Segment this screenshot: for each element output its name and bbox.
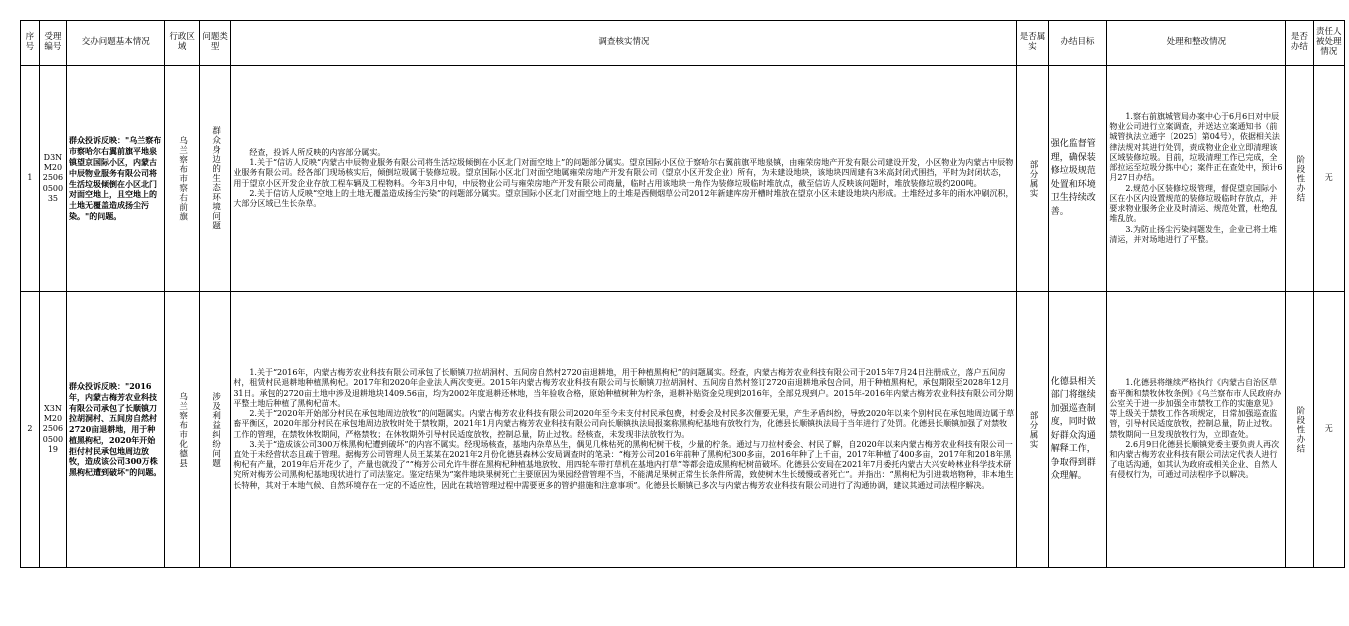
type-text: 涉及利益纠纷问题 bbox=[210, 391, 221, 468]
investigation-paragraph: 2.关于信访人反映“空地上的土地无覆盖造成扬尘污染”的问题部分属实。望京国际小区北门对面空地上的土堆是西侧烟草公司2012年新建库房开槽时堆放在望京小区未建设地块内形成。土堆经过多年的雨水冲刷沉积，大部分区域已生长杂草。 bbox=[233, 188, 1014, 208]
cell-target: 化德县相关部门将继续加强巡查制度，同时做好群众沟通解释工作，争取得到群众理解。 bbox=[1048, 292, 1107, 568]
cell-case-no: D3NM202506050035 bbox=[39, 66, 66, 292]
header-handling: 处理和整改情况 bbox=[1107, 21, 1286, 66]
cell-accountable: 无 bbox=[1313, 66, 1344, 292]
region-text: 乌兰察布市化德县 bbox=[177, 391, 188, 468]
is-true-text: 部分属实 bbox=[1027, 410, 1038, 449]
cell-problem: 群众投诉反映："2016年，内蒙古梅芳农业科技有限公司承包了长顺镇刀拉胡洞村、五间房自然村2720亩退耕地，用于种植黑枸杞，2020年开始拒付村民承包地周边放牧，造成该公司300万株黑枸杞遭到破坏"的问题。 bbox=[67, 292, 165, 568]
header-case-no: 受理编号 bbox=[39, 21, 66, 66]
closed-text: 阶段性办结 bbox=[1294, 154, 1305, 203]
cell-seq: 2 bbox=[21, 292, 40, 568]
header-seq: 序号 bbox=[21, 21, 40, 66]
cell-accountable: 无 bbox=[1313, 292, 1344, 568]
investigation-paragraph: 1.关于“信访人反映“内蒙古中辰物业服务有限公司将生活垃圾倾倒在小区北门对面空地上”的问题部分属实。望京国际小区位于察哈尔右翼前旗平地泉镇，由雍荣房地产开发有限公司建设开发，小区物业为内蒙古中辰物业服务有限公司。经各部门现场核实后，倾倒垃圾属于装修垃圾。望京国际小区北门对面空地属雍荣房地产开发有限公司（望京小区开发企业）所有，为未建设地块，该地块四周建有3米高封闭式围挡，平时为封闭状态，用于望京小区开发企业存放工程车辆及工程物料。今年3月中旬，中辰物业公司与雍荣房地产开发有限公司商量，临时占用该地块一角作为装修垃圾临时堆放点，截至信访人反映该问题时，堆放装修垃圾约200吨。 bbox=[233, 158, 1014, 188]
handling-paragraph: 2.6月9日化德县长顺镇党委主要负责人再次和内蒙古梅芳农业科技有限公司法定代表人进行了电话沟通，如其认为政府或相关企业、自然人有侵权行为，可通过司法程序予以解决。 bbox=[1109, 439, 1280, 480]
cell-closed bbox=[1286, 292, 1313, 568]
cell-is-true bbox=[1017, 292, 1048, 568]
cell-type bbox=[199, 292, 230, 568]
closed-text: 阶段性办结 bbox=[1294, 405, 1305, 454]
header-investigation: 调查核实情况 bbox=[231, 21, 1017, 66]
cell-closed bbox=[1286, 66, 1313, 292]
cell-type bbox=[199, 66, 230, 292]
cell-is-true bbox=[1017, 66, 1048, 292]
investigation-paragraph: 2.关于“2020年开始部分村民在承包地周边放牧”的问题属实。内蒙古梅芳农业科技有限公司2020年至今未支付村民承包费，村委会及村民多次催要无果，产生矛盾纠纷，导致2020年以来个别村民在承包地周边属于草畜平衡区，2020年部分村民在承包地周边放牧时处于禁牧期，2021年1月内蒙古梅芳农业科技有限公司向长顺镇执法局报案称黑枸杞基地有放牧行为，化德县长顺镇执法局于当年进行了处罚。化德县长顺镇加强了对禁牧工作的管理，在禁牧休牧期间，严格禁牧；在休牧期外引导村民适度放牧，控制总量，防止过牧。经核查，未发现非法放牧行为。 bbox=[233, 409, 1015, 439]
cell-region bbox=[165, 292, 200, 568]
cell-region bbox=[165, 66, 200, 292]
handling-paragraph: 1.察右前旗城管局办案中心于6月6日对中辰物业公司进行立案调查，并送达立案通知书（前城管执法立通字〔2025〕第04号），依据相关法律法规对其进行处罚，责成物业企业立即清理该区域装修垃圾。目前，垃圾清理工作已完成，全部拉运至垃圾分拣中心；案件正在查处中，预计6月27日办结。 bbox=[1109, 111, 1283, 183]
header-region: 行政区域 bbox=[165, 21, 200, 66]
header-row bbox=[21, 21, 1345, 66]
header-type: 问题类型 bbox=[199, 21, 230, 66]
cell-investigation bbox=[231, 292, 1017, 568]
complaint-table bbox=[20, 20, 1345, 568]
cell-handling bbox=[1107, 292, 1286, 568]
region-text: 乌兰察布市察右前旗 bbox=[177, 135, 188, 222]
investigation-paragraph: 经查，投诉人所反映的内容部分属实。 bbox=[249, 147, 386, 157]
type-text: 群众身边的生态环境问题 bbox=[210, 126, 221, 231]
header-accountable: 责任人被处理情况 bbox=[1313, 21, 1344, 66]
table-row bbox=[21, 292, 1345, 568]
header-closed: 是否办结 bbox=[1286, 21, 1313, 66]
header-target: 办结目标 bbox=[1048, 21, 1107, 66]
cell-problem: 群众投诉反映："乌兰察布市察哈尔右翼前旗平地泉镇望京国际小区，内蒙古中辰物业服务有限公司将生活垃圾倾倒在小区北门对面空地上，且空地上的土地无覆盖造成扬尘污染。"的问题。 bbox=[67, 66, 165, 292]
is-true-text: 部分属实 bbox=[1027, 159, 1038, 198]
cell-handling bbox=[1107, 66, 1286, 292]
cell-target: 强化监督管理，确保装修垃圾规范处置和环境卫生持续改善。 bbox=[1048, 66, 1107, 292]
handling-paragraph: 3.为防止扬尘污染问题发生，企业已将土堆清运，并对场地进行了平整。 bbox=[1109, 224, 1277, 244]
cell-investigation bbox=[231, 66, 1017, 292]
header-problem: 交办问题基本情况 bbox=[67, 21, 165, 66]
cell-case-no: X3NM202506050019 bbox=[39, 292, 66, 568]
investigation-paragraph: 1.关于“2016年，内蒙古梅芳农业科技有限公司承包了长顺镇刀拉胡洞村、五间房自然村2720亩退耕地，用于种植黑枸杞”的问题属实。经查，内蒙古梅芳农业科技有限公司于2015年7月24日注册成立，落户五间房村，租赁村民退耕地种植黑枸杞。2017年和2020年企业法人两次变更。2015年内蒙古梅芳农业科技有限公司与长顺镇刀拉胡洞村、五间房自然村签订2720亩退耕地承包合同，用于种植黑枸杞，承包期限至2028年12月31日。承包的2720亩土地中涉及退耕地块1409.56亩，均为2002年度退耕还林地，当年验收合格，原始种植树种为柠条，退耕补贴资金兑现到2016年，全部兑现到户。2015年-2016年内蒙古梅芳农业科技有限公司分期平整土地后种植了黑枸杞苗木。 bbox=[233, 368, 1014, 408]
table-row bbox=[21, 66, 1345, 292]
header-is-true: 是否属实 bbox=[1017, 21, 1048, 66]
investigation-paragraph: 3.关于“造成该公司300万株黑枸杞遭到破坏”的内容不属实。经现场核查，基地内杂草丛生，偶见几株枯死的黑枸杞树干枝，少量的柠条。通过与刀拉村委会、村民了解，自2020年以来内蒙古梅芳农业科技有限公司一直处于未经营状态且疏于管理。据梅芳公司管理人员王某某在2021年2月份化德县森林公安局调查时的笔录：“梅芳公司2016年前种了黑枸杞300多亩，2016年种了上千亩，2017年种植了400多亩，2017年和2018年黑枸杞有产量，2019年后开花少了，产量也就没了”“梅芳公司允许牛群在黑枸杞种植基地放牧、用四轮车带打草机在基地内打草”等都会造成黑枸杞树苗破坏。化德县公安局在2021年7月委托内蒙古大兴安岭林业科学技术研究所对梅芳公司黑枸杞基地现状进行了司法鉴定。鉴定结果为“案件地块果树死亡主要原因为果园经营管理不当，不能满足果树正常生长条件所需，致使树木生长缓慢或者死亡”。并指出：“黑枸杞为引进栽培物种，非本地生长特种，其对于本地气候、自然环境存在一定的不适应性，因此在栽培管理过程中需要更多的管护措施和注意事项”。化德县长顺镇已多次与内蒙古梅芳农业科技有限公司进行了沟通协调，建议其通过司法程序解决。 bbox=[233, 439, 1014, 490]
handling-paragraph: 2.规范小区装修垃圾管理，督促望京国际小区在小区内设置规范的装修垃圾临时存放点，并要求物业服务企业及时清运、规范处置，杜绝乱堆乱放。 bbox=[1109, 183, 1278, 224]
handling-paragraph: 1.化德县将继续严格执行《内蒙古自治区草畜平衡和禁牧休牧条例》《乌兰察布市人民政府办公室关于进一步加强全市禁牧工作的实施意见》等上级关于禁牧工作各项规定，日常加强巡查监管，引导村民适度放牧，控制总量，防止过牧。禁牧期间一旦发现放牧行为，立即查处。 bbox=[1109, 378, 1282, 439]
cell-seq: 1 bbox=[21, 66, 40, 292]
